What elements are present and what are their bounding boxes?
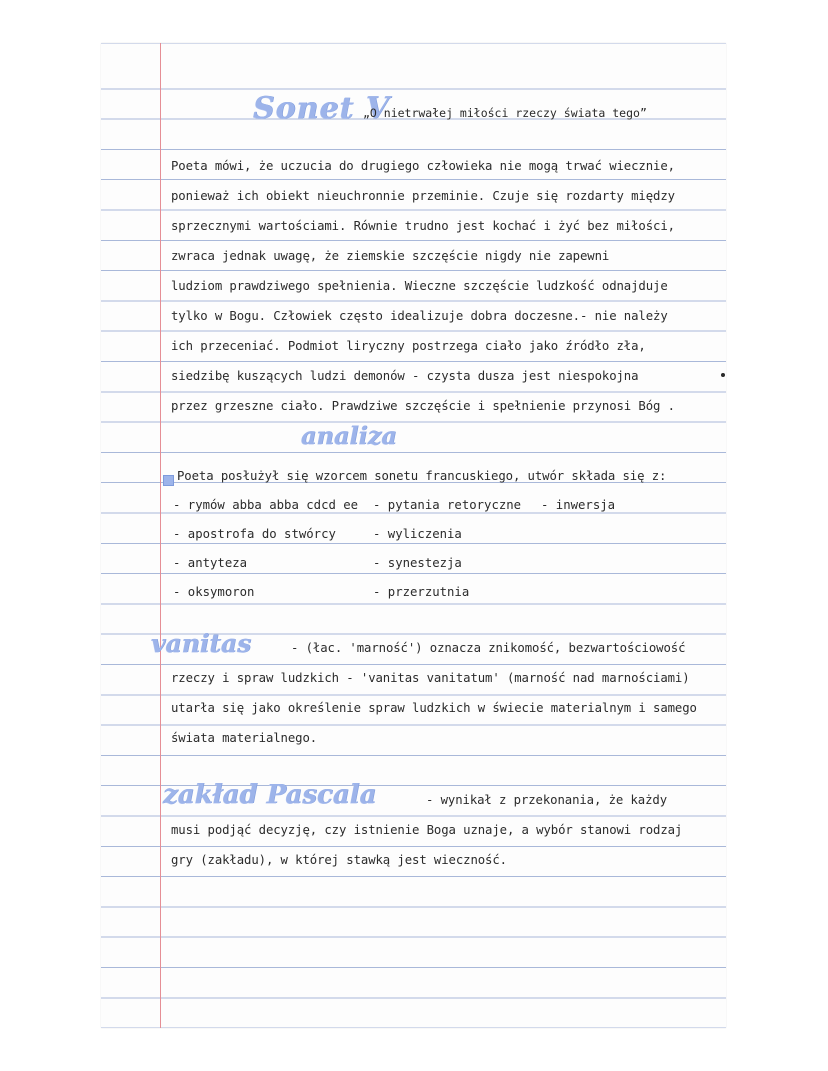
title-subtitle: „O nietrwałej miłości rzeczy świata tego” xyxy=(363,106,647,120)
intro-line: przez grzeszne ciało. Prawdziwe szczęście i spełnienie przynosi Bóg . xyxy=(171,399,675,413)
highlight-square xyxy=(163,475,174,486)
analiza-intro: Poeta posłużył się wzorcem sonetu francuskiego, utwór składa się z: xyxy=(177,469,667,483)
device-item: - apostrofa do stwórcy xyxy=(173,527,336,541)
page-dot xyxy=(721,373,725,377)
pascal-line: musi podjąć decyzję, czy istnienie Boga uznaje, a wybór stanowi rodzaj xyxy=(171,823,683,837)
intro-line: Poeta mówi, że uczucia do drugiego człowieka nie mogą trwać wiecznie, xyxy=(171,159,675,173)
intro-line: ich przeceniać. Podmiot liryczny postrzega ciało jako źródło zła, xyxy=(171,339,646,353)
device-item: - wyliczenia xyxy=(373,527,462,541)
device-item: - inwersja xyxy=(541,498,616,512)
heading-vanitas: vanitas xyxy=(151,629,252,658)
device-item: - antyteza xyxy=(173,556,248,570)
intro-line: sprzecznymi wartościami. Równie trudno jest kochać i żyć bez miłości, xyxy=(171,219,675,233)
intro-line: ludziom prawdziwego spełnienia. Wieczne szczęście ludzkość odnajduje xyxy=(171,279,668,293)
device-item: - synestezja xyxy=(373,556,462,570)
heading-analiza: analiza xyxy=(301,421,397,450)
device-item: - oksymoron xyxy=(173,585,255,599)
device-item: - przerzutnia xyxy=(373,585,470,599)
vanitas-line: - (łac. 'marność') oznacza znikomość, bezwartościowość xyxy=(291,641,686,655)
intro-line: zwraca jednak uwagę, że ziemskie szczęście nigdy nie zapewni xyxy=(171,249,610,263)
device-item: - pytania retoryczne xyxy=(373,498,522,512)
intro-line: tylko w Bogu. Człowiek często idealizuje dobra doczesne.- nie należy xyxy=(171,309,668,323)
margin-line xyxy=(160,43,161,1028)
title-main: Sonet V xyxy=(253,91,391,126)
intro-line: siedzibę kuszących ludzi demonów - czysta dusza jest niespokojna xyxy=(171,369,639,383)
vanitas-line: utarła się jako określenie spraw ludzkich w świecie materialnym i samego xyxy=(171,701,697,715)
pascal-line: gry (zakładu), w której stawką jest wieczność. xyxy=(171,853,507,867)
vanitas-line: rzeczy i spraw ludzkich - 'vanitas vanitatum' (marność nad marnościami) xyxy=(171,671,690,685)
intro-line: ponieważ ich obiekt nieuchronnie przeminie. Czuje się rozdarty między xyxy=(171,189,675,203)
pascal-line: - wynikał z przekonania, że każdy xyxy=(426,793,668,807)
device-item: - rymów abba abba cdcd ee xyxy=(173,498,359,512)
notebook-page xyxy=(101,43,726,1028)
vanitas-line: świata materialnego. xyxy=(171,731,318,745)
heading-pascal: zakład Pascala xyxy=(163,780,377,810)
